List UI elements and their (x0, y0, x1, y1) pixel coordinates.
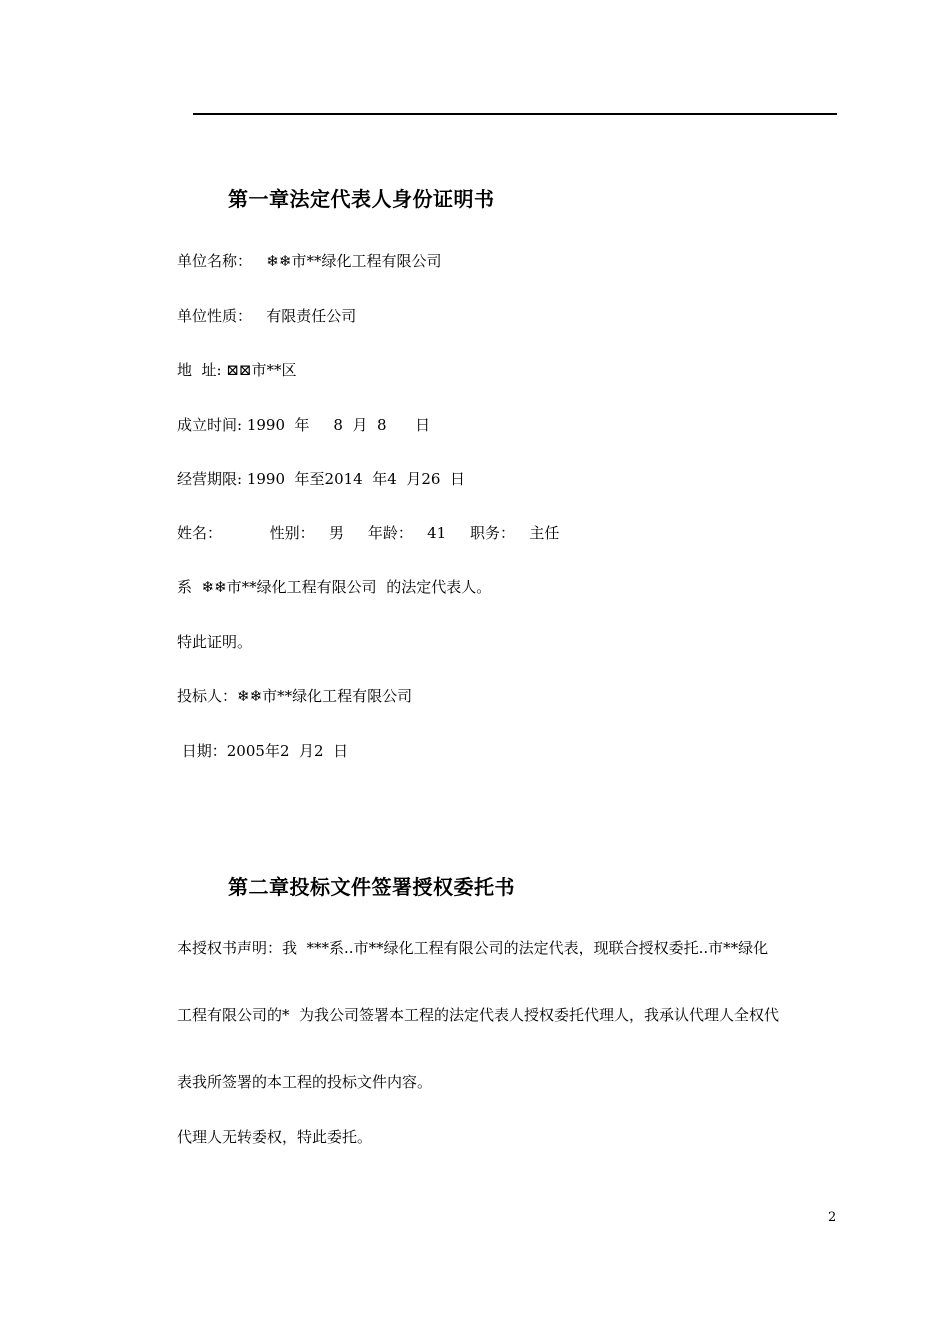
chapter-2-title: 第二章投标文件签署授权委托书 (228, 875, 515, 899)
authorization-paragraph-line: 工程有限公司的* 为我公司签署本工程的法定代表人授权委托代理人，我承认代理人全权代 (177, 1006, 780, 1024)
date-line: 日期：2005年2 月2 日 (177, 742, 349, 760)
person-info-line: 姓名： 性别： 男 年龄： 41 职务： 主任 (177, 524, 560, 542)
certify-line: 特此证明。 (177, 633, 253, 651)
authorization-paragraph-line: 代理人无转委权，特此委托。 (177, 1128, 373, 1146)
unit-name-line: 单位名称： ❄❄市**绿化工程有限公司 (177, 252, 442, 270)
authorization-paragraph-line: 本授权书声明：我 ***系..市**绿化工程有限公司的法定代表，现联合授权委托..市**绿化 (177, 939, 769, 957)
operation-period-line: 经营期限: 1990 年至2014 年4 月26 日 (177, 470, 465, 488)
authorization-paragraph-line: 表我所签署的本工程的投标文件内容。 (177, 1073, 433, 1091)
page-number: 2 (828, 1210, 837, 1225)
bidder-line: 投标人：❄❄市**绿化工程有限公司 (177, 687, 413, 705)
unit-type-line: 单位性质： 有限责任公司 (177, 307, 357, 325)
address-line: 地 址: ⊠⊠市**区 (177, 361, 297, 379)
established-line: 成立时间: 1990 年 8 月 8 日 (177, 416, 431, 434)
header-rule (193, 113, 837, 115)
statement-line: 系 ❄❄市**绿化工程有限公司 的法定代表人。 (177, 578, 492, 596)
chapter-1-title: 第一章法定代表人身份证明书 (228, 187, 495, 211)
